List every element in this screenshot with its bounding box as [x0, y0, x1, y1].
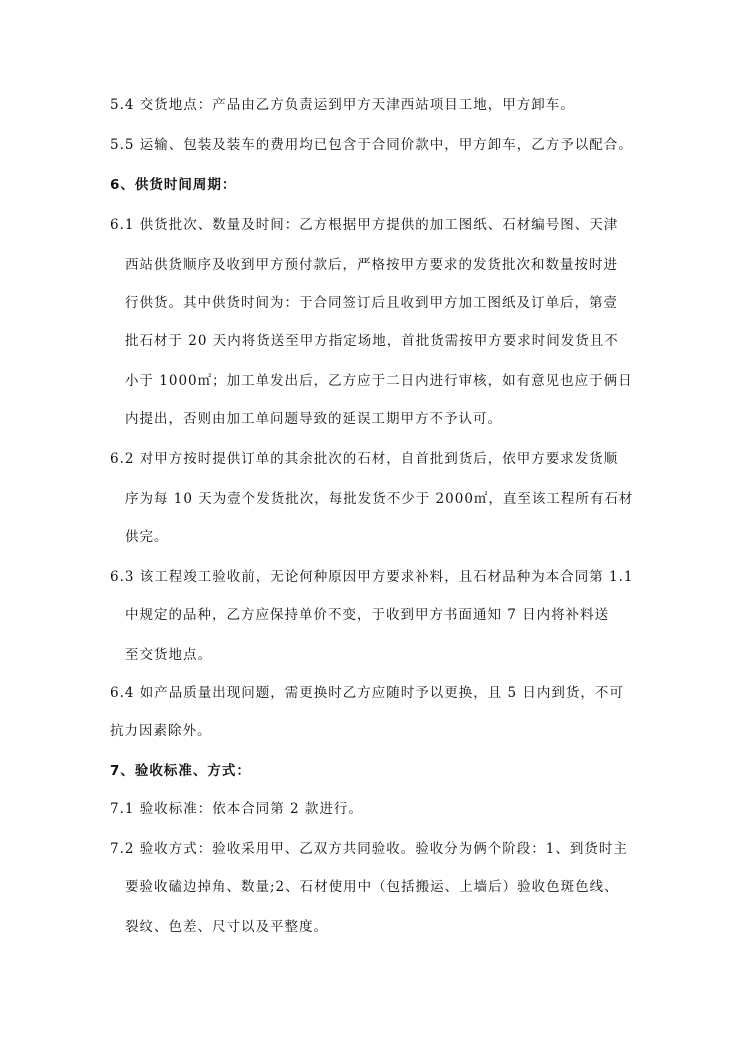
clause-6-4-line-1: 6.4 如产品质量出现问题，需更换时乙方应随时予以更换，且 5 日内到货，不可 — [110, 685, 624, 701]
clause-6-2-line-3: 供完。 — [125, 529, 169, 545]
clause-6-1-line-3: 行供货。其中供货时间为：于合同签订后且收到甲方加工图纸及订单后，第壹 — [125, 295, 618, 311]
clause-6-1-line-6: 内提出，否则由加工单问题导致的延误工期甲方不予认可。 — [125, 411, 502, 427]
clause-6-2-line-1: 6.2 对甲方按时提供订单的其余批次的石材，自首批到货后，依甲方要求发货顺 — [110, 451, 619, 467]
clause-7-2-line-2: 要验收磕边掉角、数量;2、石材使用中（包括搬运、上墙后）验收色斑色线、 — [125, 879, 619, 895]
section-6-heading: 6、供货时间周期： — [110, 177, 237, 193]
clause-6-1-line-1: 6.1 供货批次、数量及时间：乙方根据甲方提供的加工图纸、石材编号图、天津 — [110, 217, 619, 233]
clause-6-1-line-5: 小于 1000㎡；加工单发出后，乙方应于二日内进行审核，如有意见也应于俩日 — [125, 373, 633, 389]
section-7-heading: 7、验收标准、方式： — [110, 763, 251, 779]
clause-6-1-line-2: 西站供货顺序及收到甲方预付款后，严格按甲方要求的发货批次和数量按时进 — [125, 257, 618, 273]
clause-6-3-line-1: 6.3 该工程竣工验收前，无论何种原因甲方要求补料，且石材品种为本合同第 1.1 — [110, 569, 634, 585]
clause-5-4: 5.4 交货地点：产品由乙方负责运到甲方天津西站项目工地，甲方卸车。 — [110, 97, 575, 113]
clause-7-2-line-3: 裂纹、色差、尺寸以及平整度。 — [125, 919, 328, 935]
clause-6-4-line-2: 抗力因素除外。 — [110, 723, 212, 739]
clause-7-2-line-1: 7.2 验收方式：验收采用甲、乙双方共同验收。验收分为俩个阶段：1、到货时主 — [110, 841, 628, 857]
clause-5-5: 5.5 运输、包装及装车的费用均已包含于合同价款中，甲方卸车，乙方予以配合。 — [110, 137, 633, 153]
clause-6-2-line-2: 序为每 10 天为壹个发货批次，每批发货不少于 2000㎡，直至该工程所有石材 — [125, 491, 634, 507]
clause-6-3-line-2: 中规定的品种，乙方应保持单价不变，于收到甲方书面通知 7 日内将补料送 — [125, 607, 610, 623]
clause-6-3-line-3: 至交货地点。 — [125, 647, 212, 663]
clause-6-1-line-4: 批石材于 20 天内将货送至甲方指定场地，首批货需按甲方要求时间发货且不 — [125, 333, 619, 349]
clause-7-1: 7.1 验收标准：依本合同第 2 款进行。 — [110, 801, 363, 817]
